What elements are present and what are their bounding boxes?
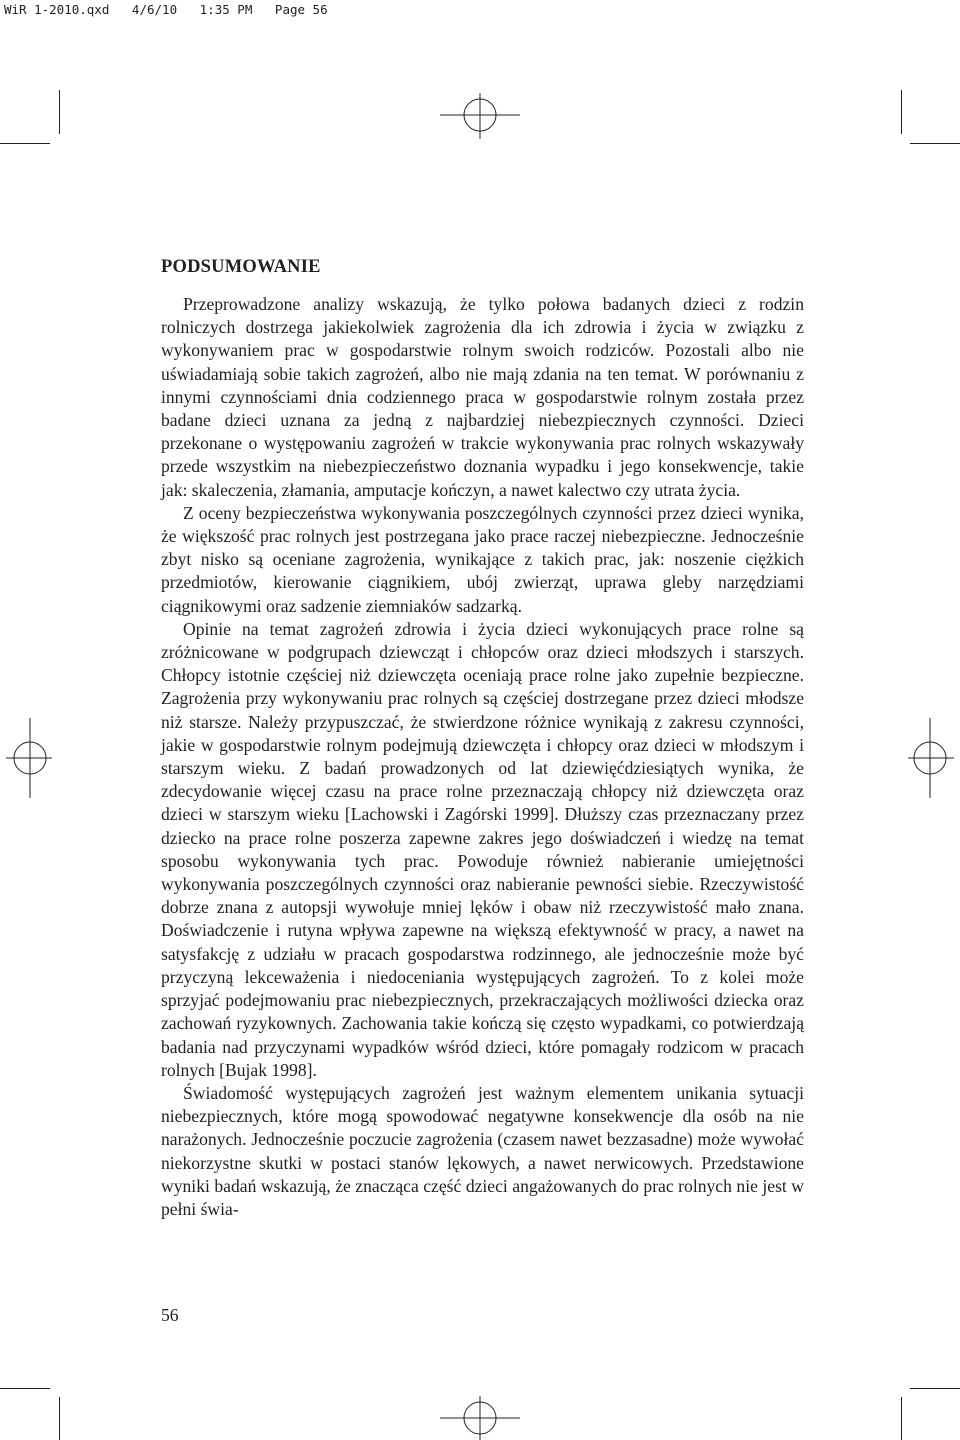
crop-mark-top-left-vertical (59, 90, 60, 134)
paragraph-1: Przeprowadzone analizy wskazują, że tylko połowa badanych dzieci z rodzin rolniczych dostrzega jakiekolwiek zagrożenia dla ich zdrowia i życia w związku z wykonywaniem prac w gospodarstwie rolnym swoich rodziców. Pozostali albo nie uświadamiają sobie takich zagrożeń, albo nie mają zdania na ten temat. W porównaniu z innymi czynnościami dnia codziennego praca w gospodarstwie rolnym została przez badane dzieci uznana za jedną z najbardziej niebezpiecznych czynności. Dzieci przekonane o występowaniu zagrożeń w trakcie wykonywania prac rolnych wskazywały przede wszystkim na niebezpieczeństwo doznania wypadku i jego konsekwencje, takie jak: skaleczenia, złamania, amputacje kończyn, a nawet kalectwo czy utrata życia. (161, 294, 804, 500)
paragraph-2: Z oceny bezpieczeństwa wykonywania poszczególnych czynności przez dzieci wynika, że większość prac rolnych jest postrzegana jako prace raczej niebezpieczne. Jednocześnie zbyt nisko są oceniane zagrożenia, wynikające z takich prac, jak: noszenie ciężkich przedmiotów, kierowanie ciągnikiem, ubój zwierząt, uprawa gleby narzędziami ciągnikowymi oraz sadzenie ziemniaków sadzarką. (161, 502, 804, 616)
paragraph-3: Opinie na temat zagrożeń zdrowia i życia dzieci wykonujących prace rolne są zróżnicowane w podgrupach dziewcząt i chłopców oraz dzieci młodszych i starszych. Chłopcy istotnie częściej niż dziewczęta oceniają prace rolne jako zupełnie bezpieczne. Zagrożenia przy wykonywaniu prac rolnych są częściej dostrzegane przez dzieci młodsze niż starsze. Należy przypuszczać, że stwierdzone różnice wynikają z zakresu czynności, jakie w gospodarstwie rolnym podejmują dziewczęta i chłopcy oraz dzieci w młodszym i starszym wieku. Z badań prowadzonych od lat dziewięćdziesiątych wynika, że zdecydowanie więcej czasu na prace rolne przeznaczają chłopcy niż dziewczęta oraz dzieci w starszym wieku [Lachowski i Zagórski 1999]. Dłuższy czas przeznaczany przez dziecko na prace rolne poszerza zapewne zakres jego doświadczeń i wiedzę na temat sposobu wykonywania tych prac. Powoduje również nabieranie umiejętności wykonywania poszczególnych czynności oraz nabieranie pewności siebie. Rzeczywistość dobrze znana z autopsji wywołuje mniej lęków i obaw niż rzeczywistość mało znana. Doświadczenie i rutyna wpływa zapewne na większą efektywność w pracy, a nawet na satysfakcję z udziału w pracach gospodarstwa rodzinnego, ale jednocześnie może być przyczyną lekceważenia i niedoceniania występujących zagrożeń. To z kolei może sprzyjać podejmowaniu prac niebezpiecznych, przekraczających możliwości dziecka oraz zachowań ryzykownych. Zachowania takie kończą się często wypadkami, co potwierdzają badania nad przyczynami wypadków wśród dzieci, które pomagały rodzicom w pracach rolnych [Bujak 1998]. (161, 618, 804, 1080)
crop-mark-bottom-left-vertical (59, 1397, 60, 1440)
crop-mark-top-right-vertical (901, 90, 902, 134)
crop-mark-bottom-left-horizontal (0, 1388, 50, 1389)
print-slug-line: WiR 1-2010.qxd 4/6/10 1:35 PM Page 56 (4, 2, 328, 17)
registration-mark-left-icon (6, 718, 52, 798)
registration-mark-right-icon (908, 718, 954, 798)
crop-mark-bottom-right-horizontal (910, 1388, 960, 1389)
section-heading: PODSUMOWANIE (161, 257, 321, 277)
page-body (161, 254, 804, 1221)
registration-mark-bottom-icon (440, 1396, 520, 1440)
registration-mark-top-icon (440, 93, 520, 139)
paragraph-4: Świadomość występujących zagrożeń jest ważnym elementem unikania sytuacji niebezpiecznych, które mogą spowodować negatywne konsekwencje dla osób na nie narażonych. Jednocześnie poczucie zagrożenia (czasem nawet bezzasadne) może wywołać niekorzystne skutki w postaci stanów lękowych, a nawet nerwicowych. Przedstawione wyniki badań wskazują, że znacząca część dzieci angażowanych do prac rolnych nie jest w pełni świa- (161, 1082, 804, 1219)
crop-mark-top-left-horizontal (0, 143, 50, 144)
page-number: 56 (161, 1305, 179, 1325)
crop-mark-bottom-right-vertical (901, 1397, 902, 1440)
crop-mark-top-right-horizontal (910, 143, 960, 144)
